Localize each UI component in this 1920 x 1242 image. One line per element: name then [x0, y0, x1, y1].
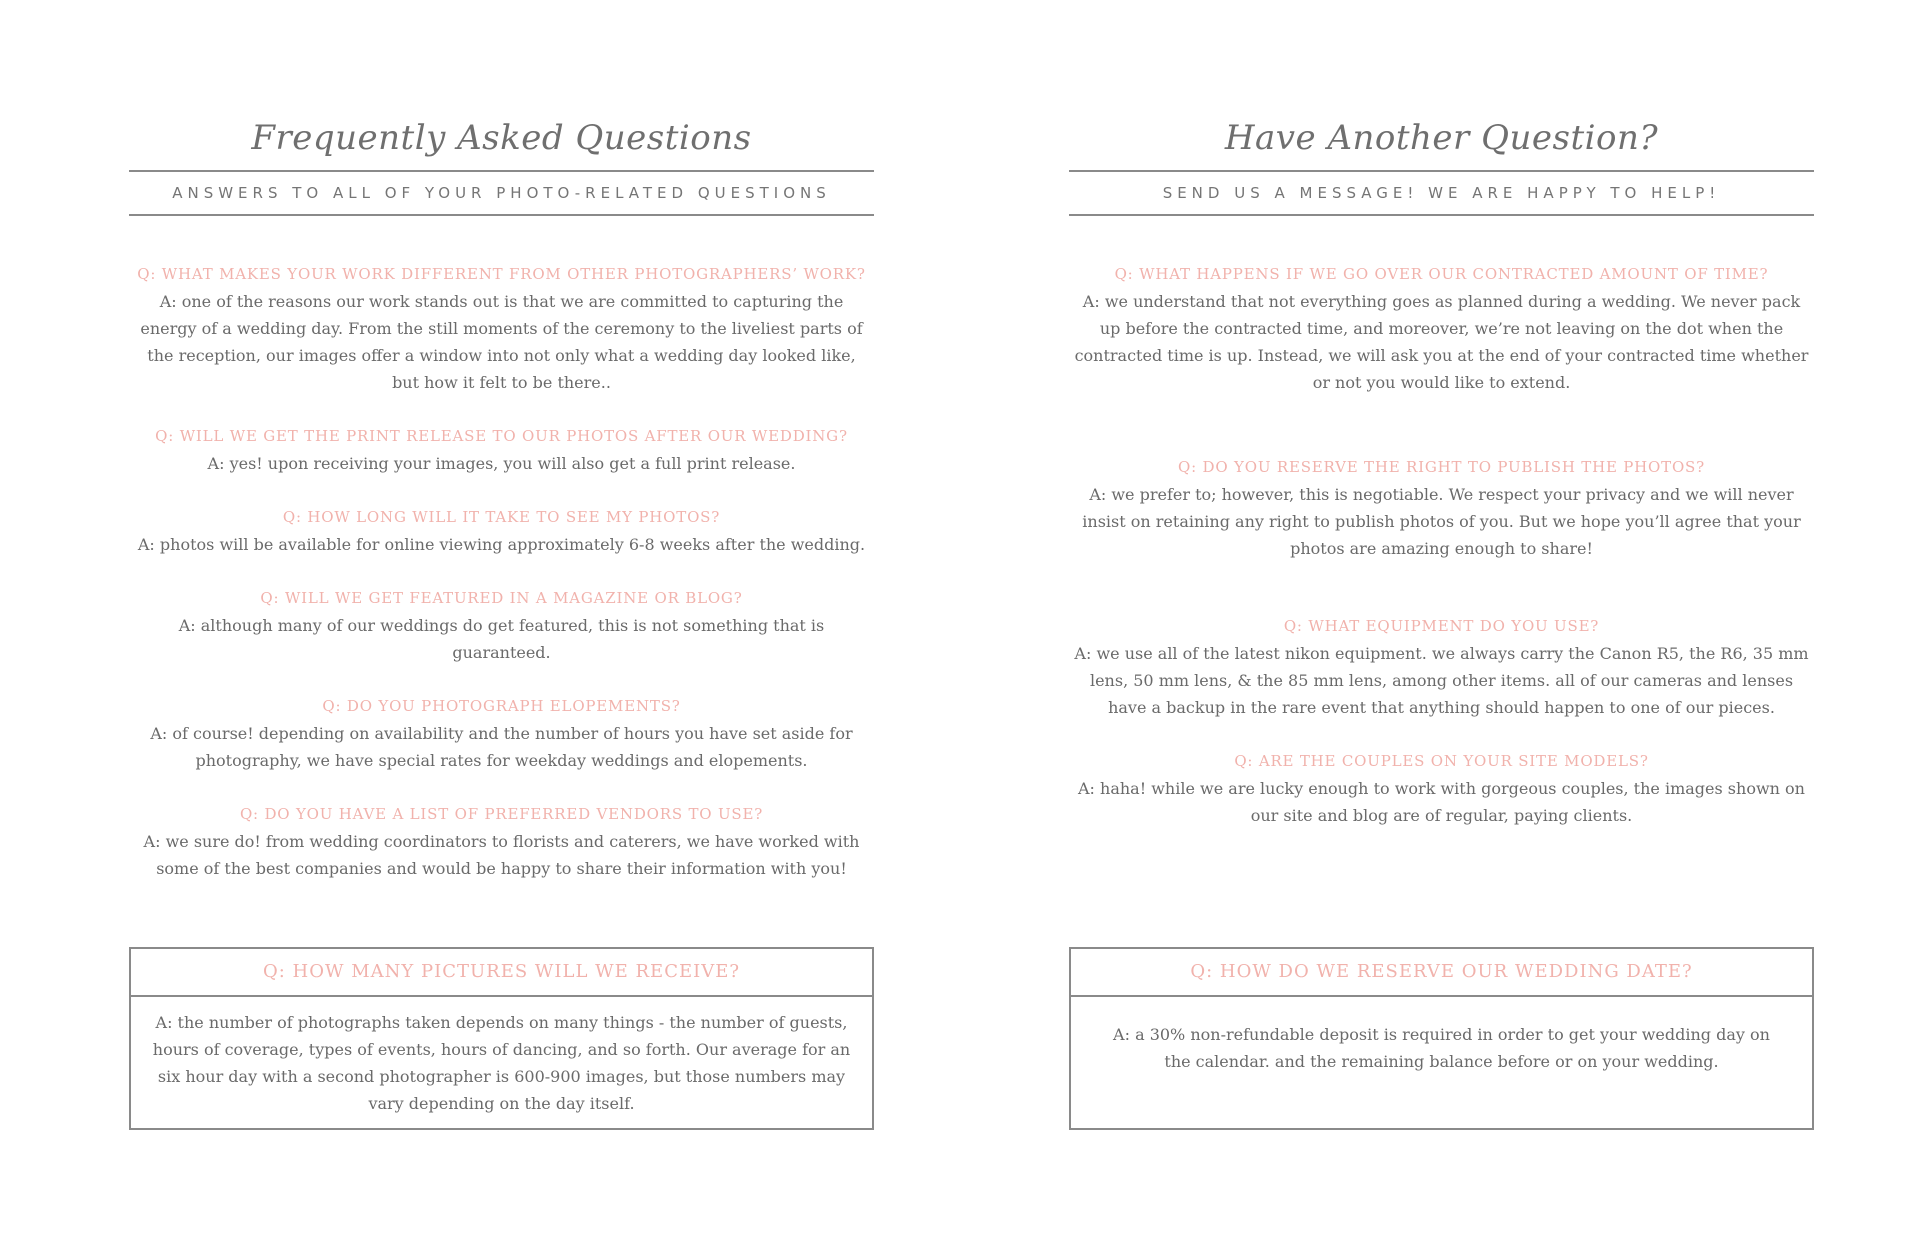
- featured-faq-question: Q: HOW MANY PICTURES WILL WE RECEIVE?: [131, 949, 872, 997]
- faq-question: Q: WILL WE GET THE PRINT RELEASE TO OUR PHOTOS AFTER OUR WEDDING?: [155, 427, 848, 445]
- faq-column-right: [1069, 110, 1814, 829]
- faq-subtitle: ANSWERS TO ALL OF YOUR PHOTO-RELATED QUESTIONS: [172, 184, 831, 202]
- faq-question: Q: WHAT HAPPENS IF WE GO OVER OUR CONTRACTED AMOUNT OF TIME?: [1114, 265, 1769, 283]
- faq-answer: A: we sure do! from wedding coordinators to florists and caterers, we have worked with some of the best companies and would be happy to share their information with you!: [143, 832, 860, 878]
- faq-answer: A: yes! upon receiving your images, you will also get a full print release.: [207, 454, 796, 473]
- faq-item: [129, 423, 874, 477]
- faq-answer: A: one of the reasons our work stands out is that we are committed to capturing the energy of a wedding day. From the still moments of the ceremony to the liveliest parts of the reception, our images offer a window into not only what a wedding day looked like, but how it felt to be there..: [140, 292, 863, 392]
- faq-title: Frequently Asked Questions: [251, 118, 752, 158]
- faq-question: Q: ARE THE COUPLES ON YOUR SITE MODELS?: [1234, 752, 1649, 770]
- faq-question: Q: WHAT MAKES YOUR WORK DIFFERENT FROM OTHER PHOTOGRAPHERS’ WORK?: [137, 265, 866, 283]
- faq-answer: A: of course! depending on availability and the number of hours you have set aside for photography, we have special rates for weekday weddings and elopements.: [150, 724, 853, 770]
- faq-item: [1069, 613, 1814, 721]
- faq-answer: A: we prefer to; however, this is negotiable. We respect your privacy and we will never insist on retaining any right to publish photos of you. But we hope you’ll agree that your photos are amazing enough to share!: [1082, 485, 1801, 558]
- faq-item: [129, 504, 874, 558]
- faq-item: [1069, 748, 1814, 829]
- faq-question: Q: WHAT EQUIPMENT DO YOU USE?: [1283, 617, 1600, 635]
- faq-column-left: [129, 110, 874, 882]
- faq-item: [129, 693, 874, 774]
- contact-title: Have Another Question?: [1224, 118, 1659, 158]
- faq-answer: A: haha! while we are lucky enough to work with gorgeous couples, the images shown on our site and blog are of regular, paying clients.: [1078, 779, 1805, 825]
- faq-question: Q: HOW LONG WILL IT TAKE TO SEE MY PHOTOS?: [282, 508, 721, 526]
- featured-faq-box: [129, 947, 874, 1130]
- title-divider-bottom: [1069, 214, 1814, 216]
- faq-item: [129, 261, 874, 396]
- featured-faq-answer: A: a 30% non-refundable deposit is required in order to get your wedding day on the calendar. and the remaining balance before or on your wedding.: [1113, 1025, 1770, 1071]
- faq-question: Q: DO YOU PHOTOGRAPH ELOPEMENTS?: [322, 697, 681, 715]
- featured-faq-question: Q: HOW DO WE RESERVE OUR WEDDING DATE?: [1071, 949, 1812, 997]
- title-divider-bottom: [129, 214, 874, 216]
- faq-answer: A: although many of our weddings do get featured, this is not something that is guaranteed.: [178, 616, 825, 662]
- featured-faq-answer: A: the number of photographs taken depends on many things - the number of guests, hours of coverage, types of events, hours of dancing, and so forth. Our average for an six hour day with a second photographer is 600-900 images, but those numbers may vary depending on the day itself.: [152, 1013, 851, 1113]
- faq-item: [1069, 261, 1814, 396]
- faq-answer: A: we understand that not everything goes as planned during a wedding. We never pack up before the contracted time, and moreover, we’re not leaving on the dot when the contracted time is up. Instead, we will ask you at the end of your contracted time whether or not you would like to extend.: [1074, 292, 1809, 392]
- faq-question: Q: DO YOU HAVE A LIST OF PREFERRED VENDORS TO USE?: [239, 805, 764, 823]
- featured-faq-box: [1069, 947, 1814, 1130]
- faq-question: Q: DO YOU RESERVE THE RIGHT TO PUBLISH THE PHOTOS?: [1178, 458, 1705, 476]
- faq-question: Q: WILL WE GET FEATURED IN A MAGAZINE OR BLOG?: [260, 589, 743, 607]
- faq-item: [129, 801, 874, 882]
- faq-answer: A: photos will be available for online viewing approximately 6-8 weeks after the wedding.: [137, 535, 866, 554]
- contact-subtitle: SEND US A MESSAGE! WE ARE HAPPY TO HELP!: [1162, 184, 1721, 202]
- faq-item: [1069, 454, 1814, 562]
- faq-item: [129, 585, 874, 666]
- faq-answer: A: we use all of the latest nikon equipment. we always carry the Canon R5, the R6, 35 mm lens, 50 mm lens, & the 85 mm lens, among other items. all of our cameras and lenses have a backup in the rare event that anything should happen to one of our pieces.: [1074, 644, 1809, 717]
